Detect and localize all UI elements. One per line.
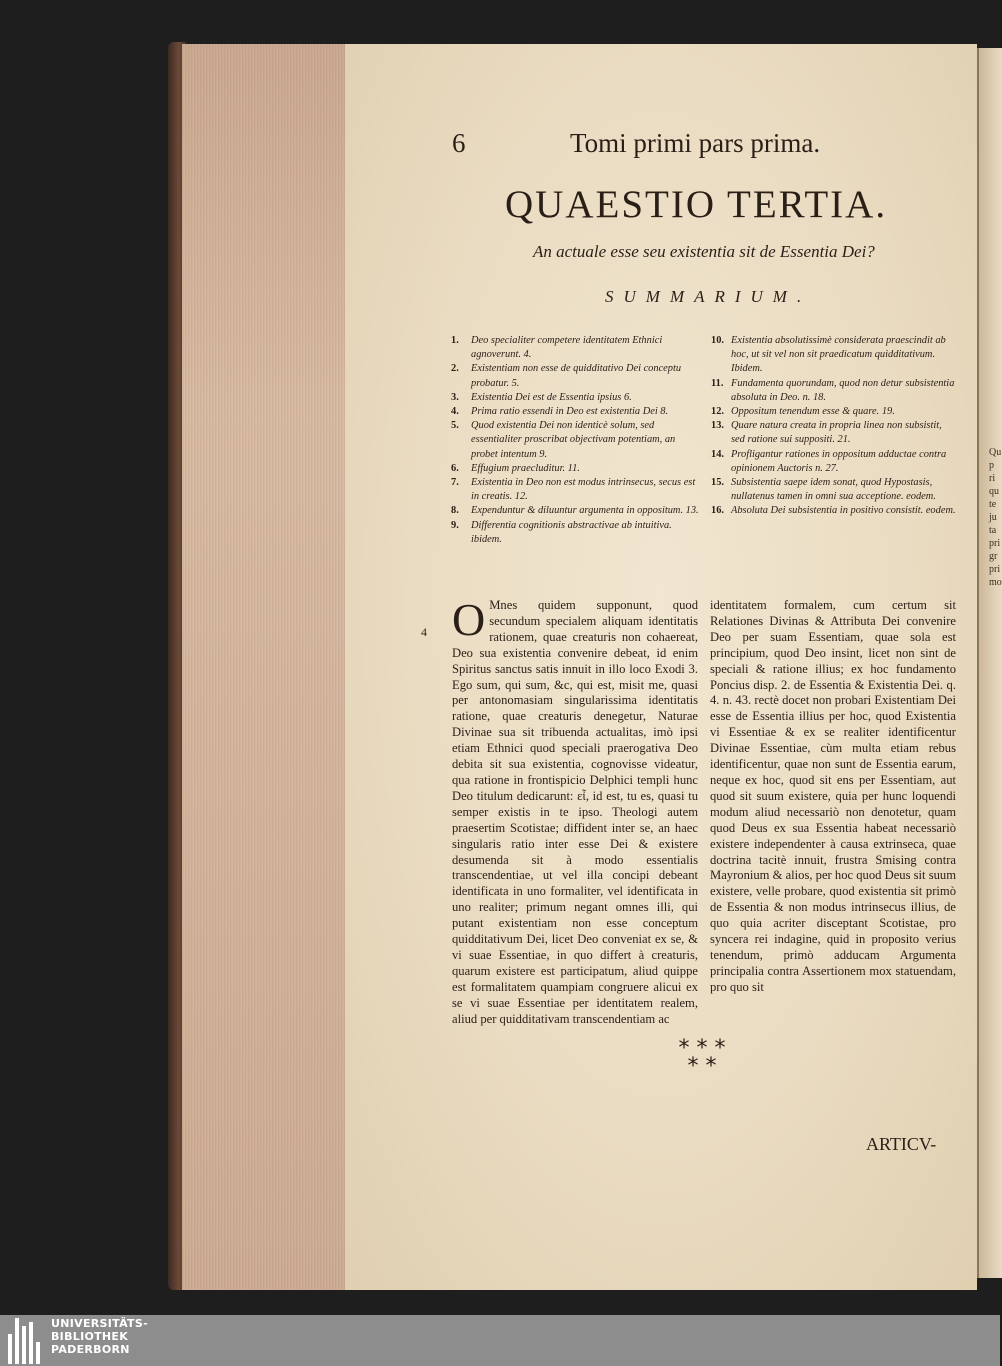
next-page-line: ju xyxy=(989,512,997,523)
summary-item-number: 8. xyxy=(451,505,459,517)
ornament-stars-line: * * xyxy=(687,1054,717,1079)
library-footer xyxy=(0,1315,1000,1366)
library-name-line-2: BIBLIOTHEK xyxy=(51,1330,129,1343)
summary-item xyxy=(451,362,699,390)
drop-cap: O xyxy=(452,594,486,645)
summary-item xyxy=(711,476,957,504)
summary-item xyxy=(711,377,957,405)
library-name-line-1: UNIVERSITÄTS- xyxy=(51,1317,148,1330)
summary-item-text: Quare natura creata in propria linea non subsistit, sed ratione sui suppositi. 21. xyxy=(731,420,942,446)
next-page-line: p xyxy=(989,460,994,471)
summarium-heading: SUMMARIUM. xyxy=(605,287,812,306)
next-page-line: pri xyxy=(989,564,1001,575)
summary-item-number: 1. xyxy=(451,335,459,346)
summary-item-number: 14. xyxy=(711,448,724,460)
summary-item-text: Fundamenta quorundam, quod non detur subsistentia absoluta in Deo. n. 18. xyxy=(731,377,955,403)
question-subtitle: An actuale esse seu existentia sit de Essentia Dei? xyxy=(533,242,875,261)
summary-item-text: Prima ratio essendi in Deo est existentia Dei 8. xyxy=(471,406,669,418)
summary-item-text: Oppositum tenendum esse & quare. 19. xyxy=(731,406,895,418)
page-number: 6 xyxy=(452,128,466,158)
next-page-line: mo xyxy=(989,577,1002,588)
summary-item xyxy=(711,405,957,419)
summary-column-left xyxy=(451,334,699,547)
summary-item-number: 13. xyxy=(711,420,724,432)
summary-item xyxy=(451,476,699,504)
summary-item-number: 10. xyxy=(711,335,724,346)
question-title: QUAESTIO TERTIA. xyxy=(505,183,888,226)
next-page-text xyxy=(979,446,1002,589)
summary-item-number: 3. xyxy=(451,391,459,403)
library-name-line-3: PADERBORN xyxy=(51,1343,130,1356)
next-page-line: ri xyxy=(989,473,996,484)
summary-column-right xyxy=(711,334,957,519)
body-column-right xyxy=(710,598,956,996)
summary-item xyxy=(451,405,699,419)
library-logo-icon xyxy=(6,1318,46,1364)
summary-item-text: Existentia in Deo non est modus intrinsecus, secus est in creatis. 12. xyxy=(471,477,696,503)
summary-item-text: Effugium praecluditur. 11. xyxy=(471,462,580,474)
summary-item-text: Quod existentia Dei non identicè solum, sed essentialiter proscribat objectivam potentiam, an probet intentum 9. xyxy=(471,420,676,460)
summary-item-number: 11. xyxy=(711,377,724,389)
summary-item-text: Expenduntur & diluuntur argumenta in oppositum. 13. xyxy=(471,505,699,517)
ornament-stars-line: * * * xyxy=(678,1036,726,1061)
next-page-line: ta xyxy=(989,525,997,536)
summary-item xyxy=(451,519,699,547)
summary-item xyxy=(451,419,699,462)
next-page-line: qu xyxy=(989,486,999,497)
body-left-text: Mnes quidem supponunt, quod secundum specialem aliquam identitatis rationem, quae creaturis non cohaereat, Deo sua existentia convenire debeat, id enim Spiritus sanctus satis innuit in illo loco Exodi 3. Ego sum, qui sum, &c, qui est, misit me, quasi per antonomasiam singularissima identitatis ratione, quae creaturis denegetur, Naturae Divinae sua sit tribuenda actualitas, imò ipsi etiam Ethnici quod speciali praerogativa Deo debita sit sua existentia, cognovisse videatur, qua ratione in frontispicio Delphici templi hunc Deo titulum dedicarunt: εἶ, id est, tu es, quasi tu semper existis in te ipso. Theologi autem praesertim Scotistae; diffident inter se, an haec singularis ratio inter esse Dei & existere desumenda sit à modo essentialis transcendentiae, ut vel illa concipi debeant identificata in uno formaliter, vel identificata in uno realiter; primum negant omnes illi, qui putant existentiam non esse conceptum quidditativum Dei, licet Deo conveniat ex se, & vi suae Essentiae, in quo differt à creaturis, quarum existere est participatum, aliud quippe est formalitatem quampiam congruere alicui ex se vi suae Essentiae per identitatem realem, aliud per quidditativam transcendentiam ac xyxy=(452,598,698,1026)
summary-item-number: 12. xyxy=(711,406,724,418)
summary-item-number: 2. xyxy=(451,363,459,375)
summary-item-number: 15. xyxy=(711,477,724,489)
summary-item-text: Deo specialiter competere identitatem Ethnici agnoverunt. 4. xyxy=(471,335,663,361)
summary-item-number: 16. xyxy=(711,505,724,517)
catchword: ARTICV- xyxy=(866,1134,937,1154)
summary-item-text: Profligantur rationes in oppositum adductae contra opinionem Auctoris n. 27. xyxy=(731,448,947,474)
summary-item xyxy=(711,504,957,518)
next-page-line: Qu xyxy=(989,447,1002,458)
summary-item-text: Existentia absolutissimè considerata praescindit ab hoc, ut sit vel non sit praedicatum quidditativum. Ibidem. xyxy=(731,335,946,375)
ornament-stars xyxy=(672,1036,732,1079)
library-name xyxy=(51,1317,148,1356)
summary-item xyxy=(451,462,699,476)
margin-number: 4 xyxy=(421,625,427,639)
summary-item xyxy=(451,334,699,362)
summary-item-number: 6. xyxy=(451,462,459,474)
next-page-line: pri xyxy=(989,538,1001,549)
summary-item-text: Differentia cognitionis abstractivae ab intuitiva. ibidem. xyxy=(471,519,672,545)
next-page-fragment xyxy=(977,48,1002,1278)
summary-item-text: Existentia Dei est de Essentia ipsius 6. xyxy=(471,391,632,403)
summary-item xyxy=(711,419,957,447)
summary-item-number: 4. xyxy=(451,406,459,418)
summary-item-text: Subsistentia saepe idem sonat, quod Hypostasis, nullatenus tamen in omni sua acceptione. eodem. xyxy=(731,477,936,503)
summary-item-number: 5. xyxy=(451,420,459,432)
summary-item-number: 7. xyxy=(451,477,459,489)
next-page-line: gr xyxy=(989,551,998,562)
next-page-line: te xyxy=(989,499,997,510)
body-column-left xyxy=(452,594,698,1027)
summary-item xyxy=(711,334,957,377)
running-head: Tomi primi pars prima. xyxy=(570,128,821,158)
summary-item-text: Absoluta Dei subsistentia in positivo consistit. eodem. xyxy=(731,505,956,517)
summary-item-number: 9. xyxy=(451,519,459,531)
summary-item xyxy=(451,391,699,405)
body-right-text: identitatem formalem, cum certum sit Relationes Divinas & Attributa Dei convenire Deo per suam Essentiam, quae sola est principium, quod Deo insint, licet non sint de speciali & ratione illius; ex hoc fundamento Poncius disp. 2. de Essentia & Existentia Dei. q. 4. n. 43. rectè docet non probari Existentiam Dei esse de Essentia illius per hoc, quod Existentia vi Essentiae & ex se realiter identificentur Divinae Essentiae, cùm multa etiam rebus identificentur, quae non sunt de Essentia earum, neque ex hoc, quod sit ens per Essentiam, aut quod sit suum existere, quia per hunc loquendi modum aliud necessariò non denotetur, quam quod Deus ex sua Essentia habeat necessariò existere independenter à causa extrinseca, quae doctrina tacitè innuit, frustra Smising contra Mayronium & alios, per hoc quod Deus sit suum existere, velle probare, quod existentia sit primò de Essentia & non modus intrinsecus illius, de quo quia acriter disceptant Scotistae, pro syncera rei indagine, quid in proposito verius tenendum, primò adducam Argumenta principalia contra Assertionem mox statuendam, pro quo sit xyxy=(710,598,956,994)
page-block-edges xyxy=(182,44,350,1290)
summary-item xyxy=(711,448,957,476)
summary-item-text: Existentiam non esse de quidditativo Dei conceptu probatur. 5. xyxy=(471,363,682,389)
summary-item xyxy=(451,504,699,518)
